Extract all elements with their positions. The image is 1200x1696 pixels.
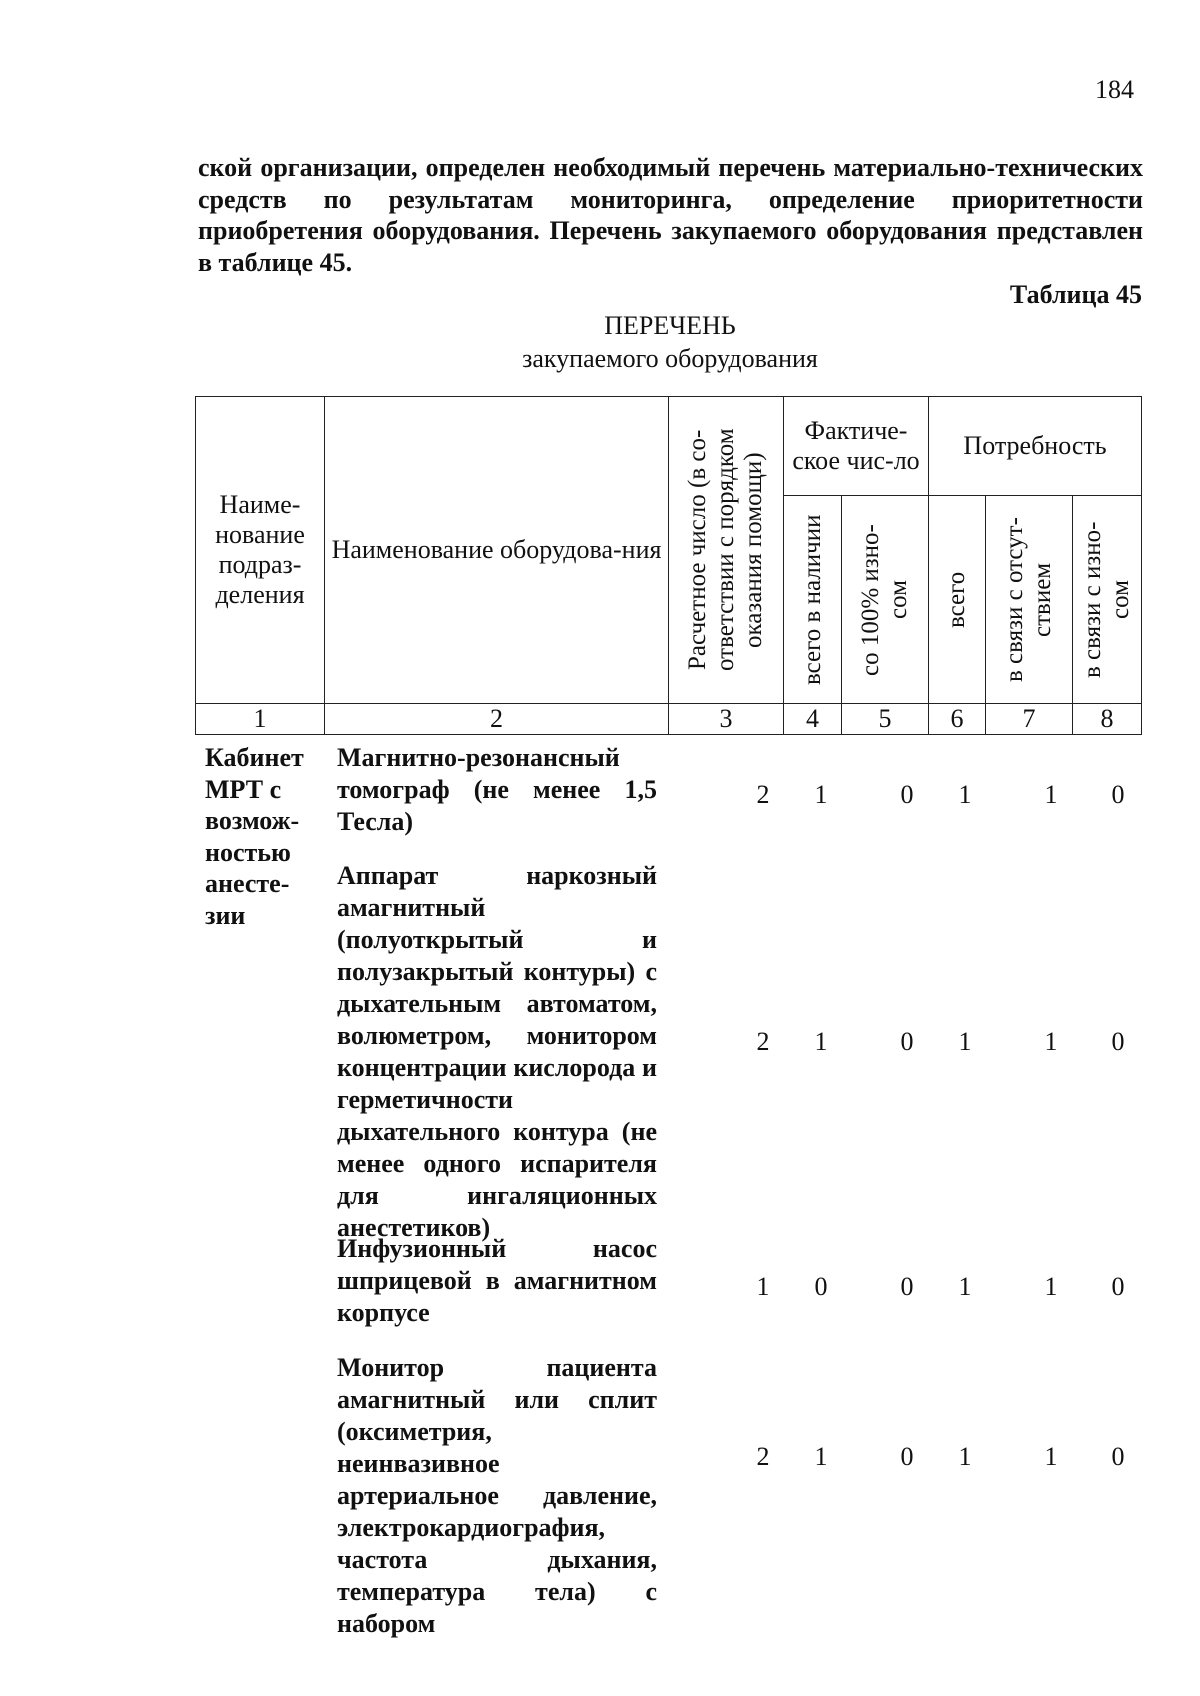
header-calc: Расчетное число (в со-ответствии с порядком оказания помощи) [669, 397, 784, 704]
value-need-absent: 1 [1044, 1272, 1058, 1301]
column-number: 8 [1073, 704, 1142, 735]
table-title: ПЕРЕЧЕНЬ [604, 311, 736, 340]
equipment-name: Инфузионный насос шприцевой в амагнитном корпусе [337, 1234, 657, 1327]
value-need-absent: 1 [1044, 1442, 1058, 1471]
value-need-total: 1 [958, 780, 972, 809]
column-number: 7 [986, 704, 1073, 735]
value-need-worn: 0 [1111, 1442, 1125, 1471]
value-calc: 2 [756, 1027, 770, 1056]
header-actual: Фактиче-ское чис-ло [784, 397, 929, 496]
equipment-name: Магнитно-резонансный томограф (не менее 1,5 Тесла) [337, 743, 657, 836]
value-calc: 2 [756, 1442, 770, 1471]
value-actual-total: 1 [814, 1442, 828, 1471]
value-actual-worn: 0 [900, 1442, 914, 1471]
table-subtitle: закупаемого оборудования [522, 344, 818, 373]
column-number: 5 [842, 704, 929, 735]
column-number: 1 [196, 704, 325, 735]
value-actual-worn: 0 [900, 1027, 914, 1056]
header-actual-total: всего в наличии [784, 496, 842, 704]
column-number: 6 [929, 704, 986, 735]
header-need-worn: в связи с изно-сом [1073, 496, 1142, 704]
value-actual-worn: 0 [900, 780, 914, 809]
equipment-name: Монитор пациента амагнитный или сплит (оксиметрия, неинвазивное артериальное давление, электрокардиография, частота дыхания, температура тела) с набором [337, 1353, 657, 1638]
column-number: 4 [784, 704, 842, 735]
header-equipment: Наименование оборудова-ния [325, 397, 669, 704]
value-need-absent: 1 [1044, 780, 1058, 809]
value-actual-total: 1 [814, 1027, 828, 1056]
table-header [195, 396, 1142, 735]
header-actual-worn: со 100% изно-сом [842, 496, 929, 704]
value-need-absent: 1 [1044, 1027, 1058, 1056]
intro-paragraph: ской организации, определен необходимый перечень материально-технических средств по результатам мониторинга, определение приоритетности приобретения оборудования. Перечень закупаемого оборудования представлен в таблице 45. [198, 153, 1143, 277]
value-need-worn: 0 [1111, 1027, 1125, 1056]
page-number: 184 [1095, 75, 1134, 104]
header-need-absent: в связи с отсут-ствием [986, 496, 1073, 704]
value-actual-total: 0 [814, 1272, 828, 1301]
column-number: 3 [669, 704, 784, 735]
value-need-worn: 0 [1111, 1272, 1125, 1301]
column-number: 2 [325, 704, 669, 735]
value-calc: 2 [756, 780, 770, 809]
value-need-total: 1 [958, 1272, 972, 1301]
equipment-name: Аппарат наркозный амагнитный (полуоткрытый и полузакрытый контуры) с дыхательным автоматом, волюметром, монитором концентрации кислорода и герметичности дыхательного контура (не менее одного испарителя для ингаляционных анестетиков) [337, 861, 657, 1242]
value-need-total: 1 [958, 1027, 972, 1056]
value-calc: 1 [756, 1272, 770, 1301]
header-need-total: всего [929, 496, 986, 704]
table-label: Таблица 45 [1009, 280, 1142, 309]
header-need: Потребность [929, 397, 1142, 496]
header-unit: Наиме-нование подраз-деления [196, 397, 325, 704]
value-need-total: 1 [958, 1442, 972, 1471]
value-actual-worn: 0 [900, 1272, 914, 1301]
unit-name: Кабинет МРТ с возмож-ностью анесте-зии [205, 743, 304, 930]
value-need-worn: 0 [1111, 780, 1125, 809]
value-actual-total: 1 [814, 780, 828, 809]
